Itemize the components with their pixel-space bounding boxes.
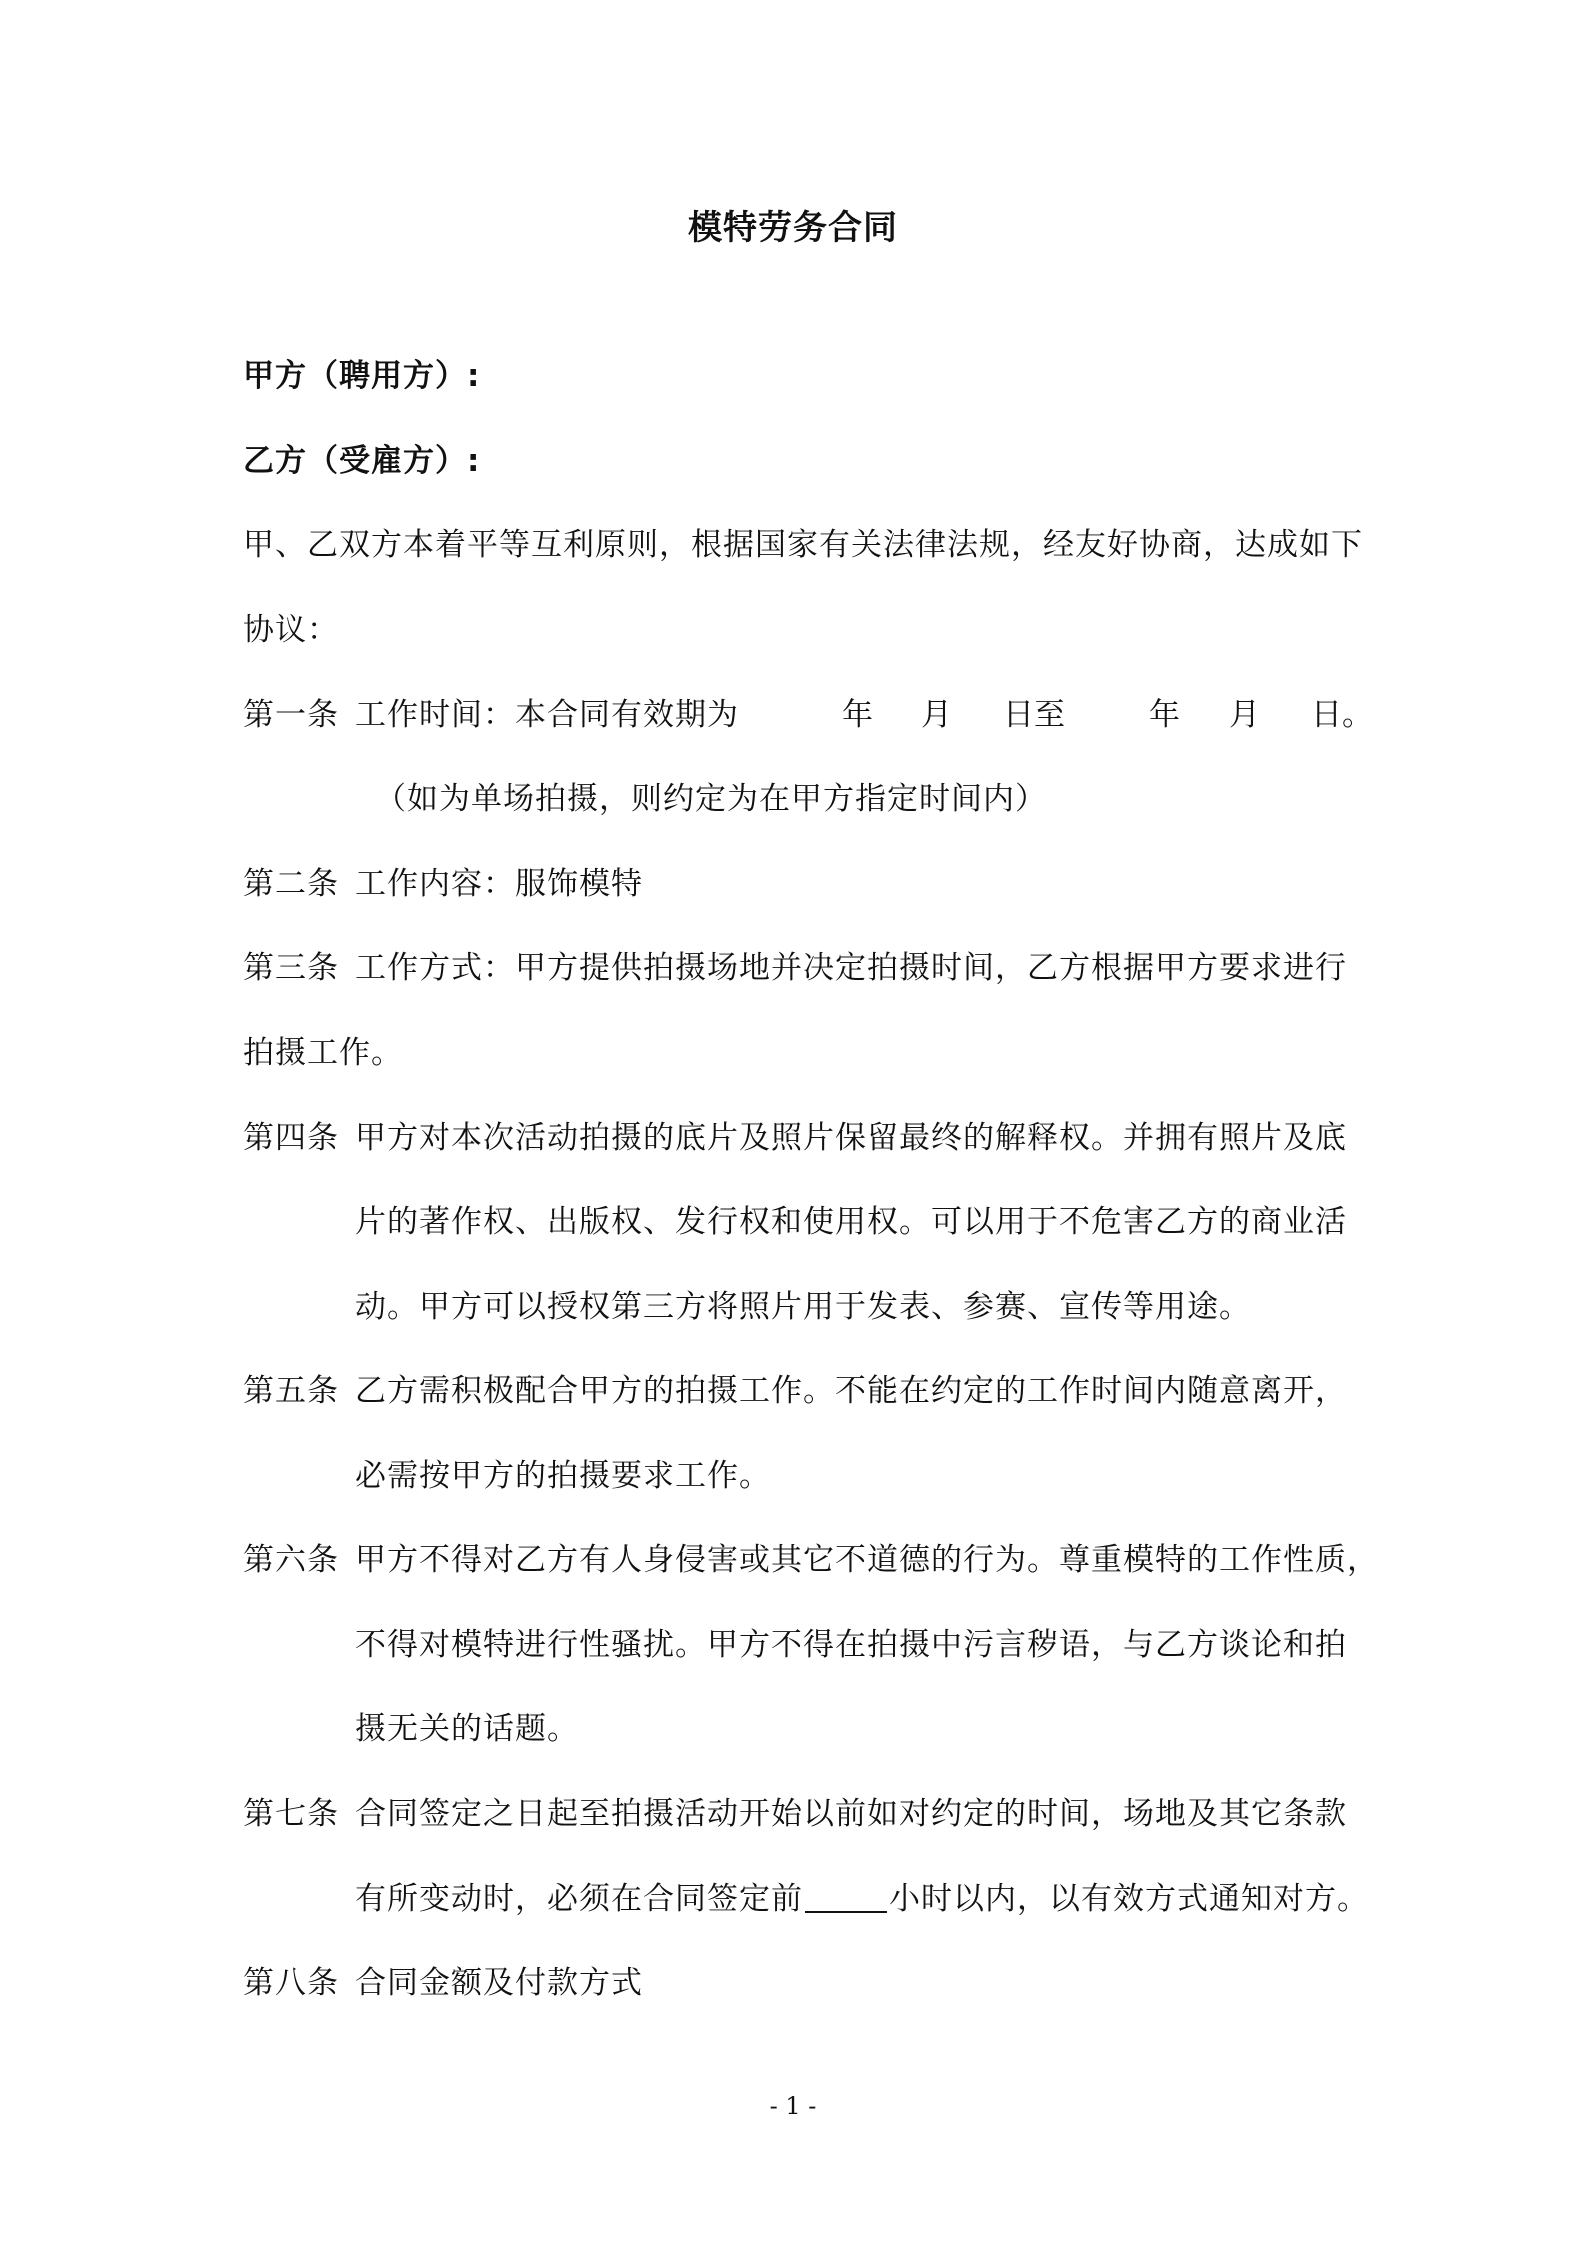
page-number: - 1 - bbox=[769, 2092, 817, 2120]
article-7-line-2-before: 有所变动时，必须在合同签定前 bbox=[355, 1881, 803, 1917]
article-5-label: 第五条 bbox=[243, 1373, 339, 1409]
article-4 bbox=[243, 1113, 1347, 1163]
article-1-note: （如为单场拍摄，则约定为在甲方指定时间内） bbox=[375, 781, 1047, 817]
article-2-label: 第二条 bbox=[243, 866, 339, 902]
article-6-line-1: 甲方不得对乙方有人身侵害或其它不道德的行为。尊重模特的工作性质， bbox=[355, 1542, 1379, 1578]
hours-blank-field bbox=[805, 1879, 887, 1913]
article-3 bbox=[243, 943, 1347, 993]
article-1-prefix: 工作时间：本合同有效期为 bbox=[355, 697, 739, 733]
date-day-2: 日。 bbox=[1311, 697, 1373, 733]
article-6 bbox=[243, 1535, 1379, 1585]
date-month-2: 月 bbox=[1229, 697, 1260, 733]
article-7-line-2-after: 小时以内，以有效方式通知对方。 bbox=[889, 1881, 1369, 1917]
article-3-label: 第三条 bbox=[243, 950, 339, 986]
article-6-label: 第六条 bbox=[243, 1542, 339, 1578]
article-5 bbox=[243, 1366, 1347, 1416]
article-8 bbox=[243, 1958, 643, 2008]
date-month-1: 月 bbox=[921, 697, 952, 733]
article-3-line-2: 拍摄工作。 bbox=[243, 1035, 403, 1071]
intro-line-1: 甲、乙双方本着平等互利原则，根据国家有关法律法规，经友好协商，达成如下 bbox=[243, 527, 1363, 563]
article-7-line-2 bbox=[355, 1874, 1369, 1924]
article-1 bbox=[243, 690, 739, 740]
article-8-label: 第八条 bbox=[243, 1965, 339, 2001]
article-6-line-3: 摄无关的话题。 bbox=[355, 1711, 579, 1747]
article-8-text: 合同金额及付款方式 bbox=[355, 1965, 643, 2001]
article-7 bbox=[243, 1789, 1347, 1839]
intro-line-2: 协议： bbox=[243, 612, 339, 648]
article-2-text: 工作内容：服饰模特 bbox=[355, 866, 643, 902]
date-year-2: 年 bbox=[1149, 697, 1180, 733]
article-2 bbox=[243, 859, 643, 909]
article-3-line-1: 工作方式：甲方提供拍摄场地并决定拍摄时间，乙方根据甲方要求进行 bbox=[355, 950, 1347, 986]
article-7-label: 第七条 bbox=[243, 1796, 339, 1832]
article-4-label: 第四条 bbox=[243, 1120, 339, 1156]
document-title: 模特劳务合同 bbox=[688, 208, 898, 248]
article-4-line-3: 动。甲方可以授权第三方将照片用于发表、参赛、宣传等用途。 bbox=[355, 1289, 1251, 1325]
article-5-line-1: 乙方需积极配合甲方的拍摄工作。不能在约定的工作时间内随意离开， bbox=[355, 1373, 1347, 1409]
party-b-line: 乙方（受雇方）: bbox=[243, 443, 481, 479]
date-day-1: 日至 bbox=[1003, 697, 1065, 733]
article-7-line-1: 合同签定之日起至拍摄活动开始以前如对约定的时间，场地及其它条款 bbox=[355, 1796, 1347, 1832]
article-4-line-1: 甲方对本次活动拍摄的底片及照片保留最终的解释权。并拥有照片及底 bbox=[355, 1120, 1347, 1156]
party-a-line: 甲方（聘用方）: bbox=[243, 358, 481, 394]
article-4-line-2: 片的著作权、出版权、发行权和使用权。可以用于不危害乙方的商业活 bbox=[355, 1204, 1347, 1240]
article-5-line-2: 必需按甲方的拍摄要求工作。 bbox=[355, 1458, 771, 1494]
article-6-line-2: 不得对模特进行性骚扰。甲方不得在拍摄中污言秽语，与乙方谈论和拍 bbox=[355, 1627, 1347, 1663]
article-1-label: 第一条 bbox=[243, 697, 339, 733]
date-year-1: 年 bbox=[842, 697, 873, 733]
